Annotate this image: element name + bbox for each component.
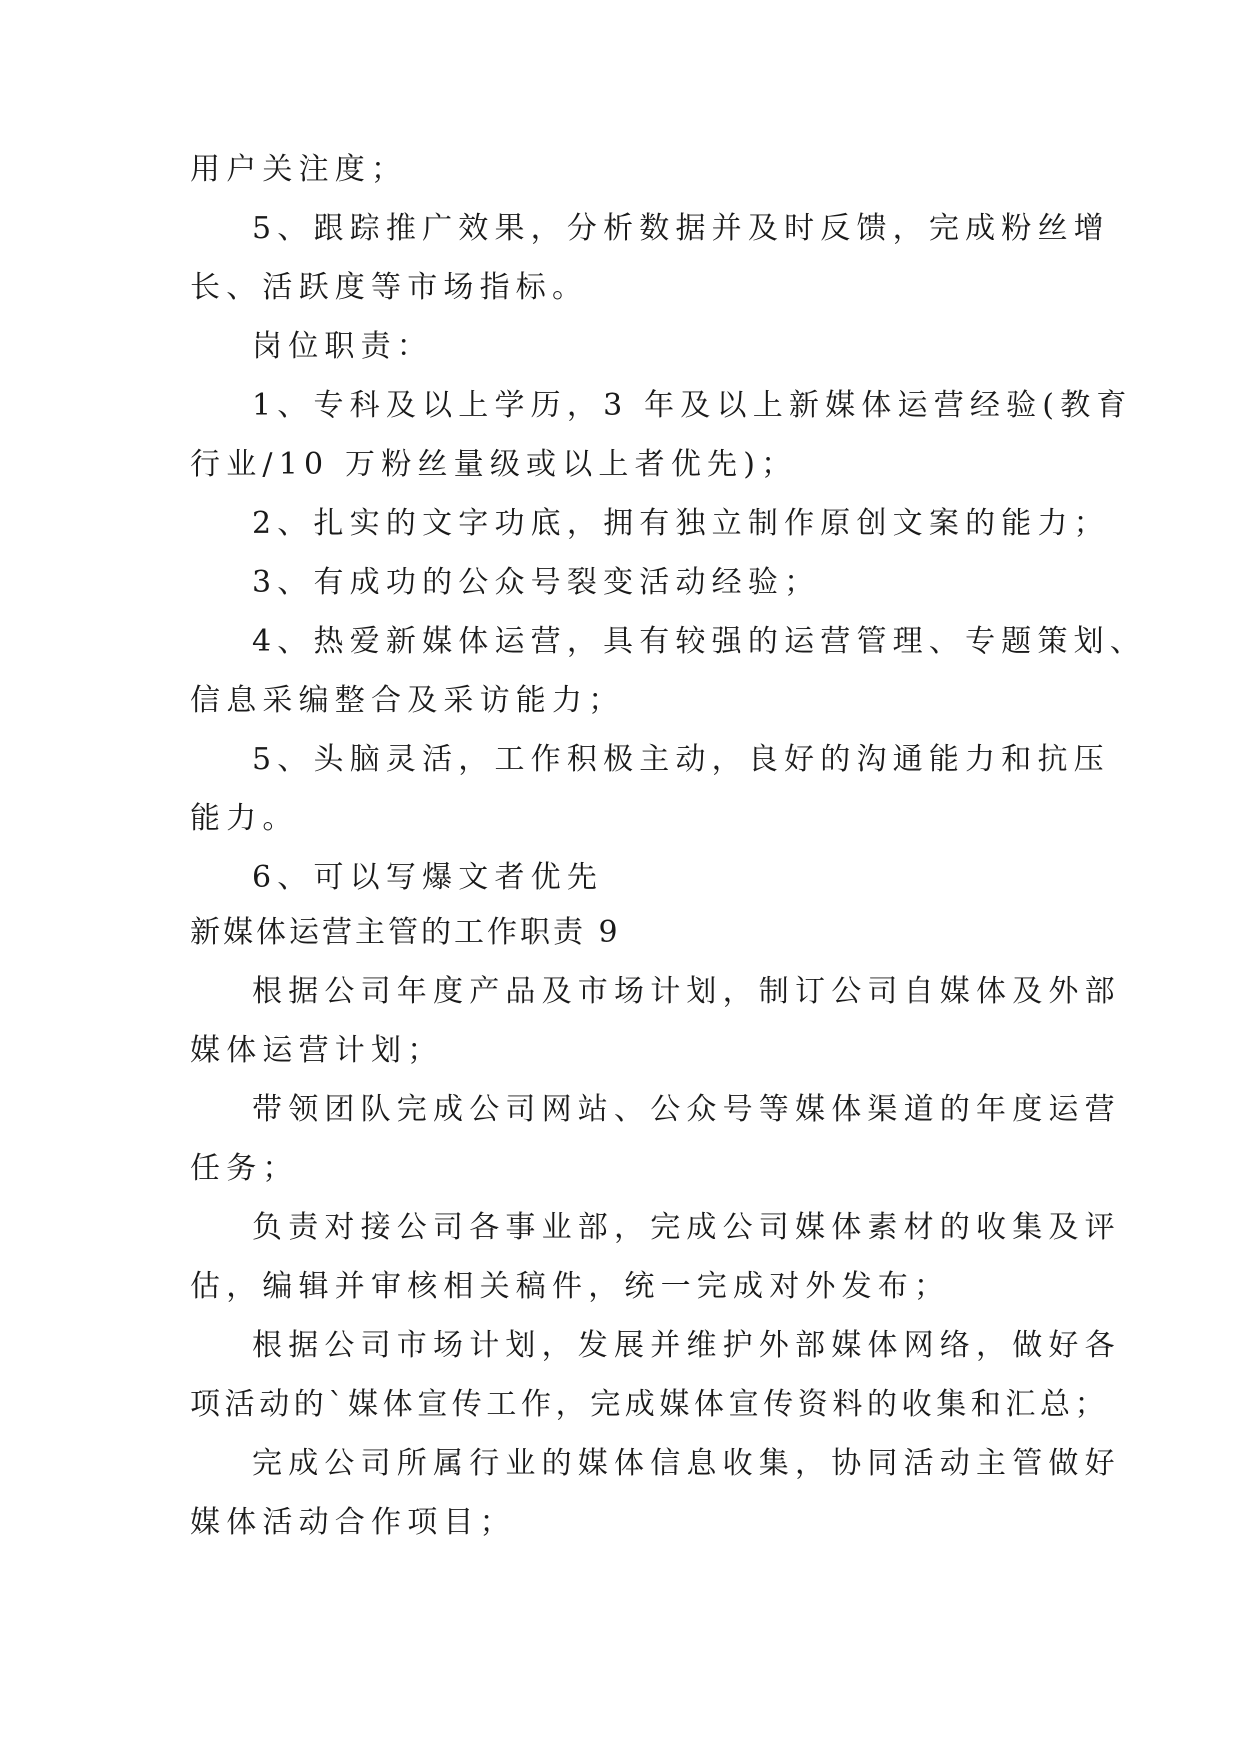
text-line: 带领团队完成公司网站、公众号等媒体渠道的年度运营 [252,1092,1121,1127]
text-line: 5、头脑灵活，工作积极主动，良好的沟通能力和抗压 [252,742,1110,777]
text-line: 估，编辑并审核相关稿件，统一完成对外发布； [190,1269,951,1304]
text-line: 1、专科及以上学历，3 年及以上新媒体运营经验(教育 [252,388,1133,423]
text-line: 6、可以写爆文者优先 [252,860,604,895]
text-line: 能力。 [190,801,299,836]
text-line: 根据公司市场计划，发展并维护外部媒体网络，做好各 [252,1328,1121,1363]
text-line: 行业/10 万粉丝量级或以上者优先)； [190,447,798,482]
section-heading: 岗位职责： [252,329,433,364]
text-line: 任务； [190,1151,299,1186]
text-line: 项活动的`媒体宣传工作，完成媒体宣传资料的收集和汇总； [190,1387,1110,1422]
section-title: 新媒体运营主管的工作职责 9 [190,915,621,950]
text-line: 媒体运营计划； [190,1033,444,1068]
text-line: 5、跟踪推广效果，分析数据并及时反馈，完成粉丝增 [252,211,1110,246]
text-line: 完成公司所属行业的媒体信息收集，协同活动主管做好 [252,1446,1121,1481]
text-line: 4、热爱新媒体运营，具有较强的运营管理、专题策划、 [252,624,1147,659]
text-line: 用户关注度； [190,152,408,187]
text-line: 2、扎实的文字功底，拥有独立制作原创文案的能力； [252,506,1110,541]
text-line: 信息采编整合及采访能力； [190,683,625,718]
text-line: 负责对接公司各事业部，完成公司媒体素材的收集及评 [252,1210,1121,1245]
text-line: 根据公司年度产品及市场计划，制订公司自媒体及外部 [252,974,1121,1009]
text-line: 长、活跃度等市场指标。 [190,270,589,305]
text-line: 媒体活动合作项目； [190,1505,516,1540]
text-line: 3、有成功的公众号裂变活动经验； [252,565,821,600]
